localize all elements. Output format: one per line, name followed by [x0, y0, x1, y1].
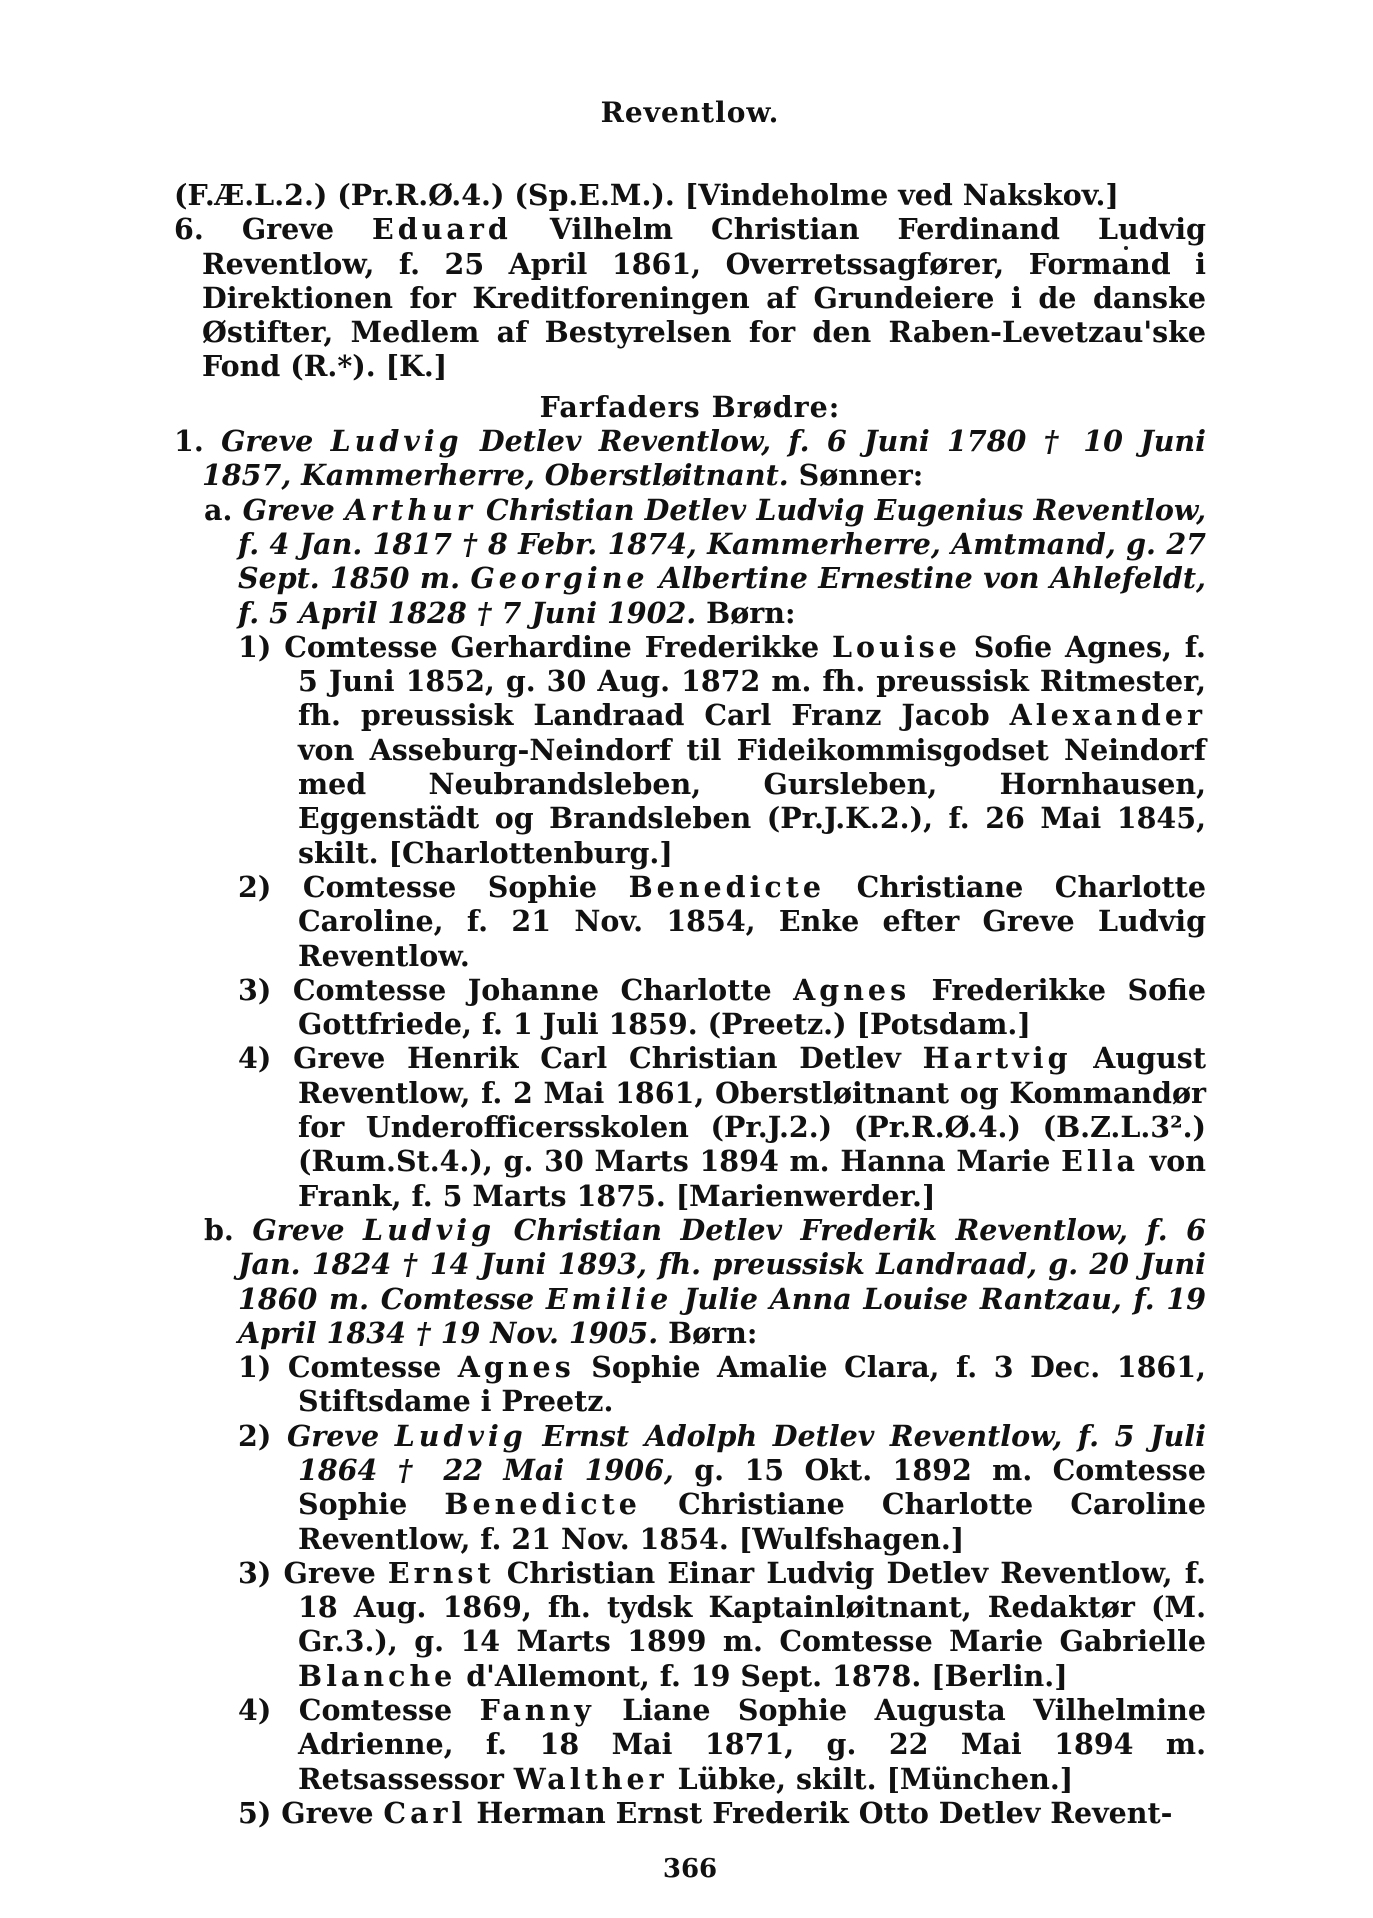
given-name: Ernst: [387, 1555, 495, 1590]
entry-number: 1.: [174, 424, 204, 459]
entry-text: g. 15 Okt. 1892 m. Comtesse Sophie: [298, 1452, 1206, 1522]
entry-text: Lübke, skilt. [München.]: [677, 1761, 1074, 1796]
entry-text: Liane Sophie Augusta Vilhelmine Adrienne, f. 18 Mai 1871, g. 22 Mai 1894 m. Retsassessor: [298, 1693, 1206, 1796]
entry-number: 2): [238, 869, 272, 904]
given-name: Fanny: [479, 1693, 595, 1728]
entry-text: Albertine Ernestine von Ahlefeldt, f. 5 April 1828 † 7 Juni 1902.: [238, 561, 1206, 630]
entry-text: Herman Ernst Frederik Otto Detlev Revent-: [476, 1795, 1173, 1830]
entry-text: August Reventlow, f. 2 Mai 1861, Oberstløitnant og Kommandør for Underofficersskolen (Pr.J.2.) (Pr.R.Ø.4.) (B.Z.L.3².) (Rum.St.4.), g. 30 Marts 1894 m. Hanna Marie: [298, 1041, 1206, 1179]
entry-text: Greve: [283, 1555, 376, 1590]
entry-number: b.: [204, 1212, 234, 1247]
entry-text: Greve: [286, 1418, 380, 1453]
entry-b4: [174, 1693, 1206, 1796]
running-head: Reventlow.: [600, 96, 780, 129]
given-name: Agnes: [793, 972, 911, 1007]
given-name: Ludvig: [394, 1418, 527, 1453]
entry-a2: [174, 870, 1206, 973]
entry-b2: [174, 1419, 1206, 1556]
entry-text: Børn:: [668, 1315, 758, 1350]
given-name: Arthur: [345, 492, 476, 527]
entry-text: Sønner:: [798, 458, 924, 493]
given-name: Eduard: [372, 212, 512, 247]
entry-text: Greve: [281, 1795, 374, 1830]
entry-text: Vilhelm Christian Ferdinand Ludvig Reventlow, f. 25 April 1861, Overretssagfører, Formand i Direktionen for Kreditforeningen af Grundeiere i de danske Østifter, Medlem af Bestyrelsen for den Raben-Levetzau'ske Fond (R.*). [K.]: [202, 212, 1206, 384]
entry-text: Detlev Reventlow, f. 6 Juni 1780 † 10 Juni 1857, Kammerherre, Oberstløitnant.: [202, 424, 1206, 493]
given-name: Ludvig: [330, 424, 463, 459]
spouse-name: Blanche: [298, 1658, 457, 1693]
entry-b3: [174, 1556, 1206, 1693]
entry-text: Greve: [241, 212, 334, 247]
entry-text: von Asseburg-Neindorf til Fideikommisgodset Neindorf med Neubrandsleben, Gursleben, Hornhausen, Eggenstädt og Brandsleben (Pr.J.K.2.), f. 26 Mai 1845, skilt. [Charlottenburg.]: [298, 732, 1206, 870]
spouse-name: Walther: [513, 1761, 668, 1796]
entry-text: Greve: [242, 492, 335, 527]
entry-text: Comtesse: [298, 1693, 453, 1728]
continuation-text: [174, 178, 1206, 212]
entry-number: 5): [238, 1795, 272, 1830]
entry-text: Christiane Charlotte Caroline Reventlow, f. 21 Nov. 1854. [Wulfshagen.]: [298, 1487, 1206, 1556]
book-page: [174, 96, 1206, 1884]
entry-text: Julie Anna Louise Rantzau, f. 19 April 1834 † 19 Nov. 1905.: [238, 1281, 1206, 1350]
entry-number: 4): [238, 1041, 272, 1076]
entry-number: 1): [238, 1350, 272, 1385]
entry-text: Greve: [252, 1212, 345, 1247]
entry-text: Christiane Charlotte Caroline, f. 21 Nov. 1854, Enke efter Greve Ludvig Reventlow.: [298, 869, 1206, 973]
entry-text: Greve: [221, 424, 314, 459]
entry-b: [174, 1213, 1206, 1350]
entry-number: a.: [204, 492, 233, 527]
spouse-name: Ella: [1061, 1144, 1139, 1179]
entry-text: Sophie Amalie Clara, f. 3 Dec. 1861, Stiftsdame i Preetz.: [298, 1350, 1206, 1419]
entry-text: Comtesse Johanne Charlotte: [292, 972, 772, 1007]
entry-number: 1): [238, 629, 272, 664]
spouse-name: Georgine: [470, 561, 649, 596]
given-name: Louise: [832, 629, 961, 664]
entry-6: [174, 212, 1206, 383]
entry-a4: [174, 1041, 1206, 1212]
entry-text: Christian Einar Ludvig Detlev Reventlow, f. 18 Aug. 1869, fh. tydsk Kaptainløitnant, Redaktør (M. Gr.3.), g. 14 Marts 1899 m. Comtesse Marie Gabrielle: [298, 1555, 1206, 1659]
entry-text: Frederikke Sofie Gottfriede, f. 1 Juli 1859. (Preetz.) [Potsdam.]: [298, 972, 1206, 1042]
entry-number: 2): [238, 1418, 272, 1453]
entry-number: 3): [238, 1555, 272, 1590]
entry-text: Greve Henrik Carl Christian Detlev: [293, 1041, 901, 1076]
entry-text: Comtesse: [287, 1350, 442, 1385]
entry-text: d'Allemont, f. 19 Sept. 1878. [Berlin.]: [466, 1658, 1068, 1693]
entry-a3: [174, 973, 1206, 1042]
continuation-line: (F.Æ.L.2.) (Pr.R.Ø.4.) (Sp.E.M.). [Vindeholme ved Nakskov.]: [174, 178, 1119, 212]
entry-number: 4): [238, 1693, 272, 1728]
entry-1: [174, 424, 1206, 493]
entry-text: Comtesse Gerhardine Frederikke: [284, 629, 820, 664]
entry-text: von Frank, f. 5 Marts 1875. [Marienwerder.]: [298, 1144, 1206, 1213]
page-number: 366: [662, 1854, 718, 1884]
given-name: Hartvig: [922, 1041, 1072, 1076]
entry-a: [174, 493, 1206, 630]
given-name: Carl: [383, 1795, 467, 1830]
entry-text: Christian Detlev Ludvig Eugenius Reventlow, f. 4 Jan. 1817 † 8 Febr. 1874, Kammerherre, Amtmand, g. 27 Sept. 1850 m.: [238, 492, 1206, 596]
entry-text: Christian Detlev Frederik Reventlow, f. 6 Jan. 1824 † 14 Juni 1893, fh. preussisk Landraad, g. 20 Juni 1860 m. Comtesse: [238, 1212, 1206, 1316]
entry-text: Børn:: [706, 595, 796, 630]
spouse-name: Emilie: [545, 1281, 673, 1316]
given-name: Agnes: [457, 1350, 575, 1385]
entry-number: 6.: [174, 212, 204, 247]
entry-a1: [174, 630, 1206, 870]
entry-b5: [174, 1796, 1206, 1830]
entry-number: 3): [238, 972, 272, 1007]
entry-b1: [174, 1350, 1206, 1419]
spouse-name: Benedicte: [444, 1487, 641, 1522]
entry-text: Sofie Agnes, f. 5 Juni 1852, g. 30 Aug. 1872 m. fh. preussisk Ritmester, fh. preussisk Landraad Carl Franz Jacob: [298, 629, 1206, 733]
entry-text: Comtesse Sophie: [302, 869, 598, 904]
given-name: Benedicte: [628, 869, 826, 904]
section-heading: Farfaders Brødre:: [539, 389, 841, 424]
spouse-name: Alexander: [1009, 698, 1206, 733]
page-body: [174, 178, 1206, 1830]
given-name: Ludvig: [363, 1212, 496, 1247]
entry-text: Ernst Adolph Detlev Reventlow, f. 5 Juli 1864 † 22 Mai 1906,: [298, 1418, 1206, 1487]
